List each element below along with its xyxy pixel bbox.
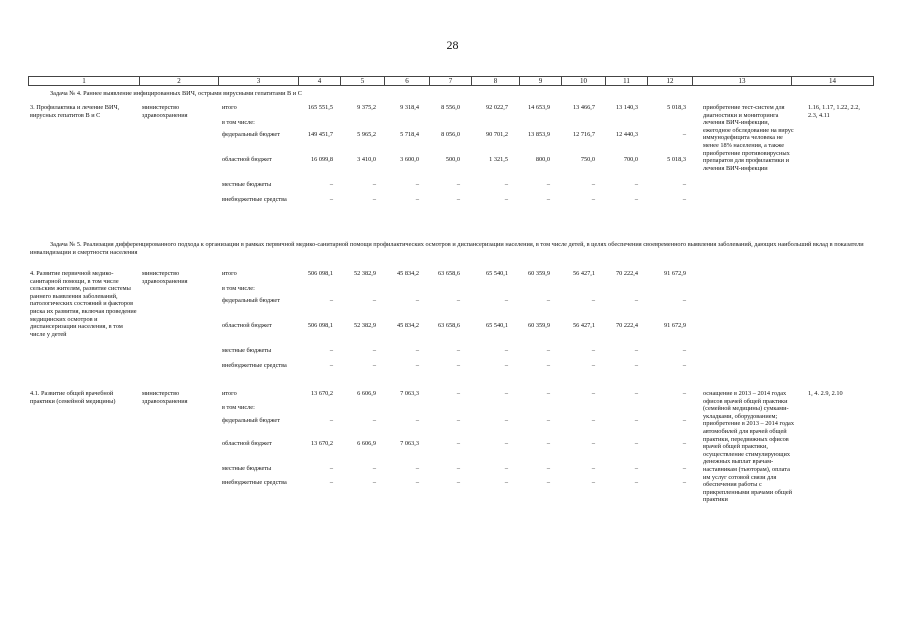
value-cell: 13 670,2 <box>310 390 333 397</box>
value-cell: – <box>456 181 460 188</box>
value-cell: 5 018,3 <box>667 156 686 163</box>
value-cell: 60 359,9 <box>527 270 550 277</box>
value-cell: – <box>504 347 508 354</box>
value-cell: 3 600,0 <box>400 156 419 163</box>
row-label: внебюджетные средства <box>222 362 287 369</box>
value-cell: 500,0 <box>445 156 460 163</box>
value-cell: – <box>329 297 333 304</box>
value-cell: 70 222,4 <box>615 322 638 329</box>
value-cell: – <box>591 181 595 188</box>
value-cell: 8 056,0 <box>441 131 460 138</box>
value-cell: – <box>372 297 376 304</box>
value-cell: – <box>682 297 686 304</box>
value-cell: – <box>591 440 595 447</box>
value-cell: – <box>546 297 550 304</box>
value-cell: 65 540,1 <box>485 322 508 329</box>
row-label: областной бюджет <box>222 440 272 447</box>
value-cell: 13 853,9 <box>527 131 550 138</box>
value-cell: 750,0 <box>580 156 595 163</box>
value-cell: – <box>329 196 333 203</box>
value-cell: – <box>546 479 550 486</box>
value-cell: – <box>634 196 638 203</box>
value-cell: 56 427,1 <box>572 322 595 329</box>
value-cell: – <box>591 479 595 486</box>
value-cell: – <box>329 479 333 486</box>
value-cell: – <box>634 347 638 354</box>
value-cell: – <box>329 417 333 424</box>
value-cell: 91 672,9 <box>663 270 686 277</box>
column-number-header <box>28 76 874 86</box>
page-number: 28 <box>446 38 459 52</box>
value-cell: – <box>372 479 376 486</box>
value-cell: – <box>456 297 460 304</box>
col-header-8: 8 <box>472 77 520 86</box>
row-label: федеральный бюджет <box>222 131 280 138</box>
value-cell: 165 551,5 <box>307 104 333 111</box>
value-cell: – <box>372 465 376 472</box>
value-cell: – <box>415 362 419 369</box>
row-label: областной бюджет <box>222 322 272 329</box>
value-cell: – <box>504 181 508 188</box>
value-cell: – <box>634 440 638 447</box>
value-cell: – <box>634 297 638 304</box>
s3-result: оснащение в 2013 – 2014 годах офисов врачей общей практики (семейной медицины) сумками-укладками, оборудованием; приобретение в 2013 – 2014 годах автомобилей для врачей общей практики, передвижных офисов врачей общей практики, осуществление стимулирующих денежных выплат врачам-наставникам (тьюторам), оплата им услуг сотовой связи для обеспечения работы с прикрепленными врачами общей практики <box>703 390 794 504</box>
value-cell: 800,0 <box>535 156 550 163</box>
value-cell: 700,0 <box>623 156 638 163</box>
col-header-10: 10 <box>562 77 606 86</box>
value-cell: – <box>329 181 333 188</box>
value-cell: 149 451,7 <box>307 131 333 138</box>
value-cell: – <box>504 362 508 369</box>
value-cell: – <box>372 362 376 369</box>
row-label: федеральный бюджет <box>222 297 280 304</box>
value-cell: – <box>415 181 419 188</box>
col-header-14: 14 <box>792 77 874 86</box>
value-cell: 90 701,2 <box>485 131 508 138</box>
value-cell: – <box>415 347 419 354</box>
value-cell: 506 098,1 <box>307 322 333 329</box>
value-cell: – <box>591 390 595 397</box>
s1-codes: 1.16, 1.17, 1.22, 2.2, 2.3, 4.11 <box>808 104 860 119</box>
s3-codes: 1, 4. 2.9, 2.10 <box>808 390 843 397</box>
value-cell: 5 965,2 <box>357 131 376 138</box>
value-cell: 63 658,6 <box>437 322 460 329</box>
value-cell: – <box>682 347 686 354</box>
value-cell: 8 556,0 <box>441 104 460 111</box>
value-cell: – <box>504 479 508 486</box>
value-cell: 52 382,9 <box>353 270 376 277</box>
value-cell: – <box>682 465 686 472</box>
value-cell: 12 440,3 <box>615 131 638 138</box>
value-cell: 506 098,1 <box>307 270 333 277</box>
value-cell: – <box>634 362 638 369</box>
s3-name: 4.1. Развитие общей врачебной практики (семейной медицины) <box>30 390 116 405</box>
value-cell: 9 375,2 <box>357 104 376 111</box>
task-5-heading: Задача № 5. Реализация дифференцированного подхода к организации в рамках первичной медико-санитарной помощи профилактических осмотров и диспансеризации населения, в том числе детей, в целях обеспечения своевременного выявления заболеваний, дающих наибольший вклад в показатели инвалидизации и смертности населения <box>30 241 864 256</box>
value-cell: – <box>504 440 508 447</box>
s1-executor: министерство здравоохранения <box>142 104 188 119</box>
value-cell: – <box>682 362 686 369</box>
value-cell: – <box>456 479 460 486</box>
value-cell: 13 670,2 <box>310 440 333 447</box>
value-cell: – <box>372 347 376 354</box>
value-cell: 9 318,4 <box>400 104 419 111</box>
col-header-6: 6 <box>385 77 430 86</box>
value-cell: – <box>682 440 686 447</box>
value-cell: 45 834,2 <box>396 322 419 329</box>
row-label: итого <box>222 390 237 397</box>
value-cell: – <box>546 181 550 188</box>
value-cell: – <box>591 297 595 304</box>
value-cell: – <box>682 479 686 486</box>
s3-executor: министерство здравоохранения <box>142 390 188 405</box>
value-cell: – <box>504 390 508 397</box>
row-label: в том числе: <box>222 404 255 411</box>
value-cell: 52 382,9 <box>353 322 376 329</box>
value-cell: 14 653,9 <box>527 104 550 111</box>
value-cell: – <box>504 465 508 472</box>
value-cell: – <box>546 362 550 369</box>
col-header-9: 9 <box>520 77 562 86</box>
s1-result: приобретение тест-систем для диагностики и мониторинга лечения ВИЧ-инфекции, ежегодное обследование на вирус иммунодефицита человека не менее 18% населения, а также приобретение противовирусных препаратов для профилактики и лечения ВИЧ-инфекции <box>703 104 794 172</box>
value-cell: 13 140,3 <box>615 104 638 111</box>
value-cell: – <box>682 181 686 188</box>
col-header-5: 5 <box>341 77 385 86</box>
value-cell: – <box>456 390 460 397</box>
value-cell: 1 321,5 <box>489 156 508 163</box>
value-cell: 5 018,3 <box>667 104 686 111</box>
value-cell: – <box>591 196 595 203</box>
value-cell: 13 466,7 <box>572 104 595 111</box>
value-cell: 56 427,1 <box>572 270 595 277</box>
row-label: местные бюджеты <box>222 347 272 354</box>
task-4-heading: Задача № 4. Раннее выявление инфицированных ВИЧ, острыми вирусными гепатитами В и С <box>50 90 302 97</box>
value-cell: – <box>682 131 686 138</box>
col-header-7: 7 <box>430 77 472 86</box>
value-cell: – <box>682 417 686 424</box>
col-header-11: 11 <box>606 77 648 86</box>
value-cell: – <box>456 347 460 354</box>
col-header-13: 13 <box>693 77 792 86</box>
value-cell: 45 834,2 <box>396 270 419 277</box>
value-cell: – <box>415 196 419 203</box>
col-header-1: 1 <box>29 77 140 86</box>
s2-executor: министерство здравоохранения <box>142 270 188 285</box>
col-header-3: 3 <box>219 77 299 86</box>
row-label: итого <box>222 270 237 277</box>
s1-name: 3. Профилактика и лечение ВИЧ, вирусных гепатитов В и С <box>30 104 120 119</box>
col-header-4: 4 <box>299 77 341 86</box>
value-cell: 7 063,3 <box>400 390 419 397</box>
row-label: местные бюджеты <box>222 465 272 472</box>
value-cell: – <box>546 417 550 424</box>
value-cell: – <box>456 417 460 424</box>
value-cell: – <box>591 417 595 424</box>
value-cell: – <box>415 479 419 486</box>
value-cell: – <box>634 181 638 188</box>
value-cell: – <box>634 417 638 424</box>
value-cell: 91 672,9 <box>663 322 686 329</box>
row-label: в том числе: <box>222 119 255 126</box>
value-cell: – <box>546 390 550 397</box>
value-cell: – <box>329 362 333 369</box>
value-cell: 63 658,6 <box>437 270 460 277</box>
s2-name: 4. Развитие первичной медико-санитарной помощи, в том числе сельским жителям, развитие системы раннего выявления заболеваний, патологических состояний и факторов риска их развития, включая проведение медицинских осмотров и диспансеризации населения, в том числе у детей <box>30 270 137 338</box>
col-header-12: 12 <box>648 77 693 86</box>
row-label: областной бюджет <box>222 156 272 163</box>
value-cell: – <box>329 347 333 354</box>
value-cell: – <box>591 362 595 369</box>
value-cell: 7 063,3 <box>400 440 419 447</box>
value-cell: – <box>634 479 638 486</box>
value-cell: 70 222,4 <box>615 270 638 277</box>
value-cell: – <box>456 440 460 447</box>
value-cell: – <box>504 196 508 203</box>
value-cell: – <box>329 465 333 472</box>
col-header-2: 2 <box>140 77 219 86</box>
value-cell: 6 606,9 <box>357 440 376 447</box>
row-label: внебюджетные средства <box>222 479 287 486</box>
value-cell: – <box>634 465 638 472</box>
value-cell: 12 716,7 <box>572 131 595 138</box>
value-cell: – <box>456 196 460 203</box>
value-cell: – <box>372 196 376 203</box>
row-label: местные бюджеты <box>222 181 272 188</box>
value-cell: – <box>546 465 550 472</box>
value-cell: – <box>546 196 550 203</box>
value-cell: 5 718,4 <box>400 131 419 138</box>
value-cell: – <box>415 297 419 304</box>
value-cell: – <box>546 440 550 447</box>
value-cell: – <box>415 417 419 424</box>
value-cell: 3 410,0 <box>357 156 376 163</box>
row-label: итого <box>222 104 237 111</box>
value-cell: – <box>682 390 686 397</box>
value-cell: 92 022,7 <box>485 104 508 111</box>
value-cell: – <box>634 390 638 397</box>
value-cell: 60 359,9 <box>527 322 550 329</box>
row-label: в том числе: <box>222 285 255 292</box>
value-cell: – <box>372 417 376 424</box>
value-cell: – <box>682 196 686 203</box>
value-cell: – <box>504 297 508 304</box>
value-cell: – <box>456 362 460 369</box>
value-cell: 65 540,1 <box>485 270 508 277</box>
value-cell: – <box>591 347 595 354</box>
value-cell: – <box>415 465 419 472</box>
value-cell: 6 606,9 <box>357 390 376 397</box>
value-cell: – <box>456 465 460 472</box>
value-cell: – <box>504 417 508 424</box>
value-cell: – <box>372 181 376 188</box>
row-label: внебюджетные средства <box>222 196 287 203</box>
row-label: федеральный бюджет <box>222 417 280 424</box>
value-cell: – <box>591 465 595 472</box>
value-cell: 16 099,8 <box>310 156 333 163</box>
value-cell: – <box>546 347 550 354</box>
